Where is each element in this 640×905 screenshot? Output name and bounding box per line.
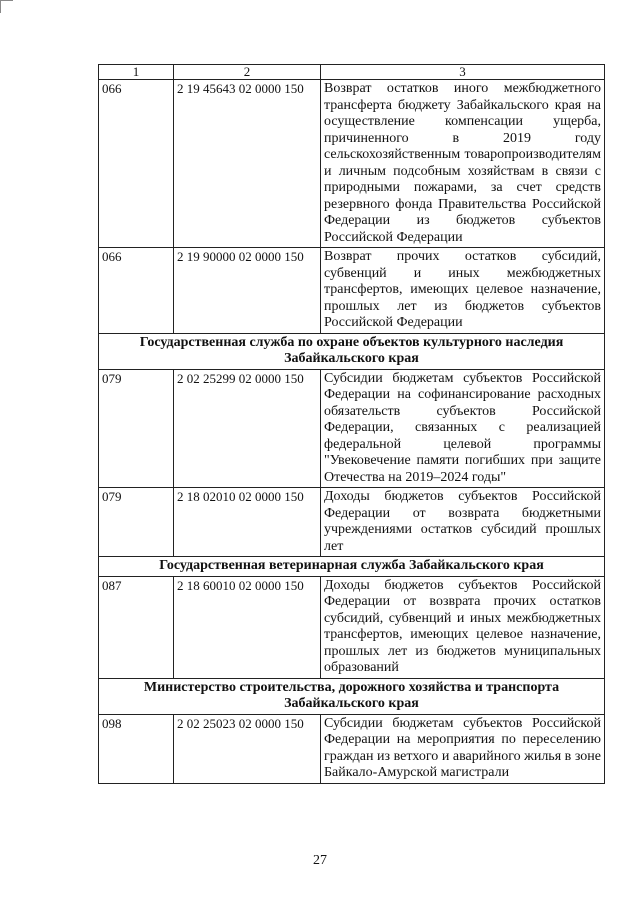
section-title: Государственная служба по охране объектов культурного наследия Забайкальского края [99, 333, 605, 369]
section-header-row [99, 557, 605, 577]
header-col-3: 3 [321, 65, 605, 80]
income-description: Субсидии бюджетам субъектов Российской Федерации на мероприятия по переселению граждан из ветхого и аварийного жилья в зоне Байкало-Амурской магистрали [321, 714, 605, 783]
budget-class-code: 2 18 60010 02 0000 150 [174, 576, 321, 678]
section-header-row [99, 678, 605, 714]
budget-class-code: 2 18 02010 02 0000 150 [174, 488, 321, 557]
admin-code: 079 [99, 488, 174, 557]
income-description: Доходы бюджетов субъектов Российской Федерации от возврата прочих остатков субсидий, субвенций и иных межбюджетных трансфертов, имеющих целевое назначение, прошлых лет из бюджетов муниципальных образований [321, 576, 605, 678]
income-description: Возврат прочих остатков субсидий, субвенций и иных межбюджетных трансфертов, имеющих целевое назначение, прошлых лет из бюджетов субъектов Российской Федерации [321, 248, 605, 334]
table-row [99, 714, 605, 783]
table-row [99, 576, 605, 678]
budget-class-code: 2 19 45643 02 0000 150 [174, 80, 321, 248]
section-title: Министерство строительства, дорожного хозяйства и транспорта Забайкальского края [99, 678, 605, 714]
budget-codes-table [98, 64, 605, 784]
header-col-2: 2 [174, 65, 321, 80]
table-row [99, 369, 605, 488]
table-header-row [99, 65, 605, 80]
table-row [99, 80, 605, 248]
admin-code: 066 [99, 80, 174, 248]
section-title: Государственная ветеринарная служба Забайкальского края [99, 557, 605, 577]
page-number: 27 [313, 853, 327, 868]
budget-class-code: 2 19 90000 02 0000 150 [174, 248, 321, 334]
admin-code: 087 [99, 576, 174, 678]
income-description: Субсидии бюджетам субъектов Российской Федерации на софинансирование расходных обязательств субъектов Российской Федерации, связанных с реализацией федеральной целевой программы "Увековечение памяти погибших при защите Отечества на 2019–2024 годы" [321, 369, 605, 488]
table-row [99, 248, 605, 334]
header-col-1: 1 [99, 65, 174, 80]
budget-class-code: 2 02 25023 02 0000 150 [174, 714, 321, 783]
admin-code: 098 [99, 714, 174, 783]
budget-class-code: 2 02 25299 02 0000 150 [174, 369, 321, 488]
section-header-row [99, 333, 605, 369]
income-description: Возврат остатков иного межбюджетного трансферта бюджету Забайкальского края на осуществление компенсации ущерба, причиненного в 2019 году сельскохозяйственным товаропроизводителям и личным подсобным хозяйствам в связи с природными пожарами, за счет средств резервного фонда Правительства Российской Федерации из бюджетов субъектов Российской Федерации [321, 80, 605, 248]
admin-code: 079 [99, 369, 174, 488]
table-row [99, 488, 605, 557]
scan-corner-mark [0, 0, 13, 13]
income-description: Доходы бюджетов субъектов Российской Федерации от возврата бюджетными учреждениями остатков субсидий прошлых лет [321, 488, 605, 557]
admin-code: 066 [99, 248, 174, 334]
